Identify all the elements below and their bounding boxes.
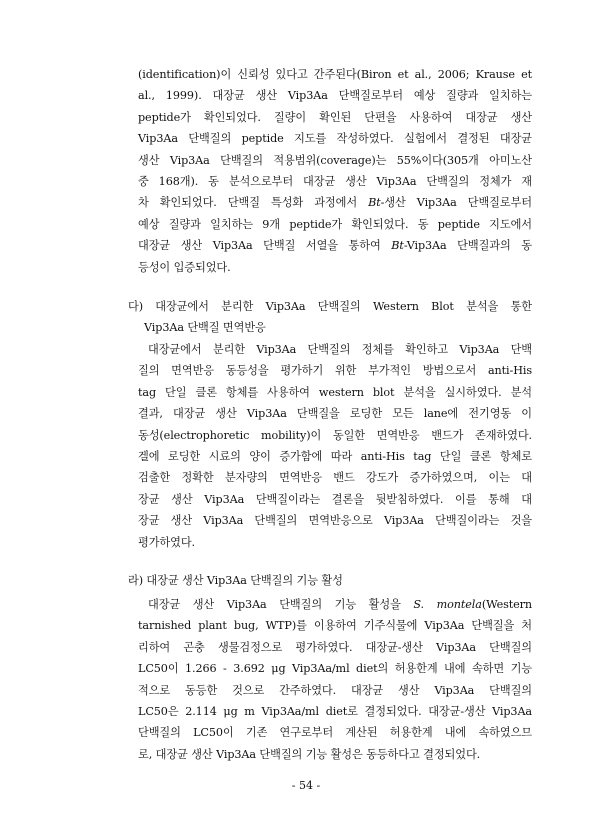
heading-line: 다) 대장균에서 분리한 Vip3Aa 단백질의 Western Blot 분석을 통한 — [128, 300, 532, 313]
page-number: - 54 - — [291, 779, 321, 792]
text-line: LC50이 1.266 - 3.692 μg Vip3Aa/ml diet의 허용한계 내에 속하면 기능 — [138, 662, 532, 676]
text-line: 생산 Vip3Aa 단백질의 적용범위(coverage)는 55%이다(305개 아미노산 — [138, 153, 532, 167]
text-segment: 대장균 생산 Vip3Aa 단백질의 기능 활성을 — [148, 598, 414, 611]
text-line: tarnished plant bug, WTP)를 이용하여 기주식물에 Vip3Aa 단백질을 처 — [138, 619, 532, 633]
text-line: tag 단일 클론 항체를 사용하여 western blot 분석을 실시하였다. 분석 — [138, 385, 532, 399]
text-line: 동성(electrophoretic mobility)이 동일한 면역반응 밴드가 존재하였다. — [138, 428, 532, 442]
text-line: 검출한 정확한 분자량의 면역반응 밴드 강도가 증가하였으며, 이는 대 — [138, 471, 532, 485]
text-line: 장균 생산 Vip3Aa 단백질이라는 결론을 뒷받침하였다. 이를 통해 대 — [138, 492, 532, 506]
heading-line: Vip3Aa 단백질 면역반응 — [144, 321, 266, 335]
text-line: (identification)이 신뢰성 있다고 간주된다(Biron et al., 2006; Krause et — [138, 68, 532, 81]
text-line: 로, 대장균 생산 Vip3Aa 단백질의 기능 활성은 동등하다고 결정되었다. — [138, 747, 481, 761]
text-line: 결과, 대장균 생산 Vip3Aa 단백질을 로딩한 모든 lane에 전기영동 이 — [138, 407, 532, 421]
text-line: 중 168개). 동 분석으로부터 대장균 생산 Vip3Aa 단백질의 정체가 재 — [138, 174, 532, 188]
text-line: 평가하였다. — [138, 535, 195, 549]
text-line — [138, 594, 532, 615]
text-segment: (Western — [481, 598, 532, 611]
text-line: al., 1999). 대장균 생산 Vip3Aa 단백질로부터 예상 질량과 일치하는 — [138, 89, 532, 103]
paragraph-western-blot — [138, 339, 532, 553]
text-line: 질의 면역반응 동등성을 평가하기 위한 부가적인 방법으로서 anti-His — [138, 364, 532, 378]
paragraph-functional-activity — [138, 594, 532, 765]
text-line: 장균 생산 Vip3Aa 단백질의 면역반응으로 Vip3Aa 단백질이라는 것을 — [138, 514, 532, 528]
text-line: 대장균에서 분리한 Vip3Aa 단백질의 정체를 확인하고 Vip3Aa 단백 — [148, 343, 532, 356]
text-line: 겔에 로딩한 시료의 양이 증가함에 따라 anti-His tag 단일 클론 항체로 — [138, 449, 532, 463]
species-name: S. montela — [413, 598, 482, 611]
text-line: 적으로 동등한 것으로 간주하였다. 대장균 생산 Vip3Aa 단백질의 — [138, 683, 532, 697]
text-line: Vip3Aa 단백질의 peptide 지도를 작성하였다. 실험에서 결정된 대장균 — [138, 132, 532, 146]
text-line: 리하여 곤충 생물검정으로 평가하였다. 대장균-생산 Vip3Aa 단백질의 — [138, 640, 532, 654]
text-line: 예상 질량과 일치하는 9개 peptide가 확인되었다. 동 peptide 지도에서 — [138, 217, 532, 231]
text-line: LC50은 2.114 μg m Vip3Aa/ml diet로 결정되었다. 대장균-생산 Vip3Aa — [138, 704, 532, 718]
text-line: 등성이 입증되었다. — [138, 260, 231, 274]
text-line: 차 확인되었다. 단백질 특성화 과정에서 Bt-생산 Vip3Aa 단백질로부터 — [138, 196, 532, 210]
section-heading-western-blot — [128, 296, 532, 339]
text-line: peptide가 확인되었다. 질량이 확인된 단편을 사용하여 대장균 생산 — [138, 110, 532, 124]
paragraph-identification — [138, 64, 532, 278]
text-line: 대장균 생산 Vip3Aa 단백질 서열을 통하여 Bt-Vip3Aa 단백질과의 동 — [138, 239, 532, 253]
section-heading-functional-activity — [128, 570, 532, 591]
text-line: 단백질의 LC50이 기존 연구로부터 계산된 허용한계 내에 속하였으므 — [138, 726, 532, 740]
heading-line: 라) 대장균 생산 Vip3Aa 단백질의 기능 활성 — [128, 574, 343, 587]
